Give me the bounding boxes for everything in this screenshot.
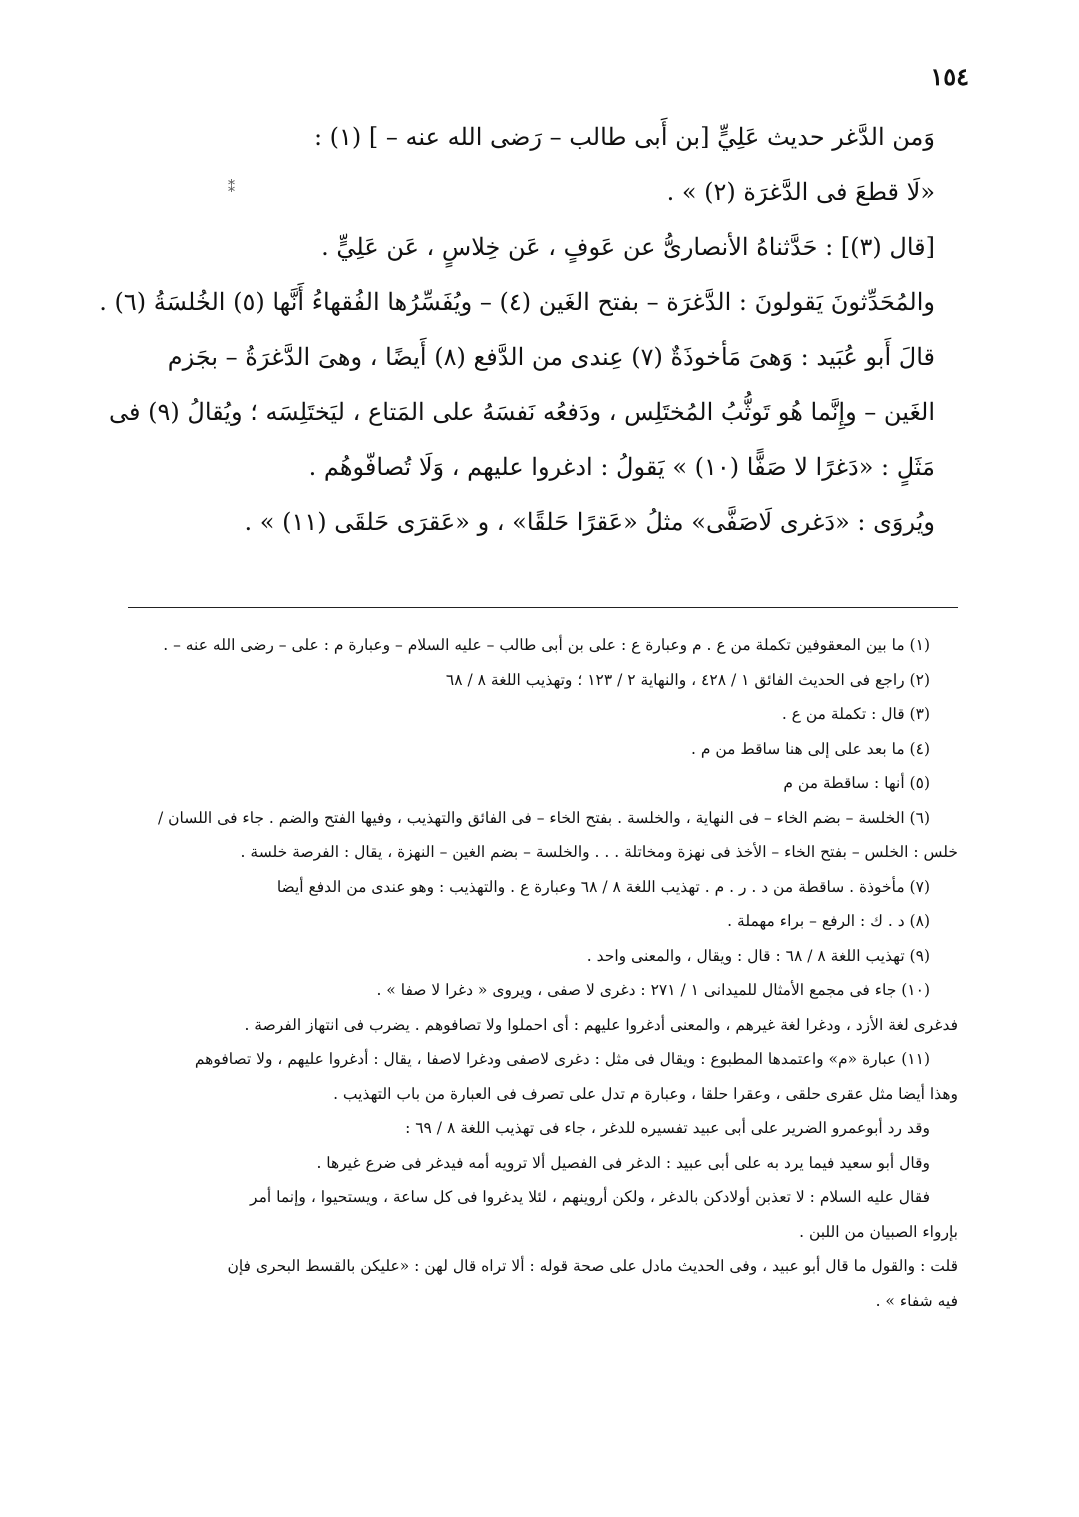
main-text-line: الغَين – وإِنَّما هُو تَوثُّبُ المُختَلِس ، ودَفعُه نَفسَهُ على المَتاع ، ليَختَلِسَه ؛ ويُقالُ (٩) فى [109, 398, 935, 426]
footnote-line: (٤) ما بعد على إلى هنا ساقط من م . [690, 739, 930, 758]
page-number: ١٥٤ [930, 62, 969, 91]
main-text-line: «لَا قطعَ فى الدَّغرَة (٢) » . [666, 178, 935, 206]
stray-ink-mark: ⁑ [228, 180, 235, 196]
footnote-line: (٢) راجع فى الحديث الفائق ١ / ٤٢٨ ، والنهاية ٢ / ١٢٣ ؛ وتهذيب اللغة ٨ / ٦٨ [445, 670, 930, 689]
footnote-line: فيه شفاء » . [875, 1291, 958, 1310]
main-text-line: قالَ أَبو عُبَيد : وَهىَ مَأخوذَةٌ (٧) عِندى من الدَّفع (٨) أَيضًا ، وهىَ الدَّغرَةُ – بجَزم [167, 343, 935, 371]
footnotes-block [100, 628, 958, 1318]
main-text-block [99, 110, 935, 550]
footnote-line: وقال أبو سعيد فيما يرد به على أبى عبيد : الدغر فى الفصيل ألا ترويه أمه فيدغر فى ضرع غيرها . [316, 1153, 930, 1172]
footnote-line: (٧) مأخوذة . ساقطة من د . ر . م . تهذيب اللغة ٨ / ٦٨ وعبارة ع . والتهذيب : وهو عندى من الدفع أيضا [276, 877, 930, 896]
main-text-line: مَثَلٍ : «دَغرًا لا صَفًّا (١٠) » يَقولُ : ادغروا عليهم ، وَلَا تُصافّوهُم . [308, 453, 935, 481]
footnote-line: (٦) الخلسة – بضم الخاء – فى النهاية ، والخلسة . بفتح الخاء – فى الفائق والتهذيب ، وفيها الفتح والضم . جاء فى اللسان / [157, 808, 930, 827]
footnote-line: (١٠) جاء فى مجمع الأمثال للميدانى ١ / ٢٧١ : دغرى لا صفى ، ويروى « دغرا لا صفا » . [376, 981, 930, 999]
footnote-line: قلت : والقول ما قال أبو عبيد ، وفى الحديث مادل على صحة قوله : ألا تراه قال لهن : «عليكن بالقسط البحرى فإن [227, 1257, 958, 1275]
footnote-line: بإرواء الصبيان من اللبن . [799, 1222, 958, 1241]
main-text-line: [قال (٣)] : حَدَّثناهُ الأنصارىُّ عن عَوفٍ ، عَن خِلاسٍ ، عَن عَلِيٍّ . [321, 233, 935, 261]
main-text-line: ويُروَى : «دَغرى لَاصَفَّى» مثلُ «عَقرًا حَلقًا» ، و «عَقرَى حَلقَى (١١) » . [244, 508, 935, 536]
footnote-line: (٨) د . ك : الرفع – براء مهملة . [727, 912, 930, 930]
footnote-line: وهذا أيضا مثل عقرى حلقى ، وعقرا حلقا ، وعبارة م تدل على تصرف فى العبارة من باب التهذيب . [333, 1084, 958, 1103]
footnote-line: (١) ما بين المعقوفين تكملة من ع . م وعبارة ع : على بن أبى طالب – عليه السلام – وعبارة م : على – رضى الله عنه – . [163, 636, 930, 654]
footnote-divider [128, 607, 958, 608]
footnote-line: خلس : الخلس – بفتح الخاء – الأخذ فى نهزة ومخاتلة . . . والخلسة – بضم الغين – النهزة ، يقال : الفرصة خلسة . [240, 843, 958, 861]
footnote-line: فدغرى لغة الأزد ، ودغرا لغة غيرهم ، والمعنى أدغروا عليهم : أى احملوا ولا تصافوهم . يضرب فى انتهاز الفرصة . [244, 1015, 958, 1034]
footnote-line: (١١) عبارة «م» واعتمدها المطبوع : ويقال فى مثل : دغرى لاصفى ودغرا لاصفا ، يقال : أدغروا عليهم ، ولا تصافوهم [194, 1050, 930, 1068]
footnote-line: فقال عليه السلام : لا تعذبن أولادكن بالدغر ، ولكن أروينهم ، لئلا يدغروا فى كل ساعة ، ويستحيوا ، وإنما أمر [250, 1188, 930, 1206]
footnote-line: (٣) قال : تكملة من ع . [781, 705, 930, 723]
main-text-line: والمُحَدِّثونَ يَقولونَ : الدَّغرَة – بفتح الغَين (٤) – ويُفَسِّرُها الفُقهاءُ أَنَّها (٥) الخُلسَةُ (٦) . [99, 288, 935, 316]
footnote-line: وقد رد أبوعمرو الضرير على أبى عبيد تفسيره للدغر ، جاء فى تهذيب اللغة ٨ / ٦٩ : [405, 1119, 930, 1137]
main-text-line: وَمن الدَّغر حديث عَلِيٍّ [بن أَبى طالب – رَضى الله عنه – ] (١) : [313, 123, 935, 151]
footnote-line: (٥) أنها : ساقطة من م [783, 774, 930, 792]
footnote-line: (٩) تهذيب اللغة ٨ / ٦٨ : قال : ويقال ، والمعنى واحد . [586, 946, 930, 965]
